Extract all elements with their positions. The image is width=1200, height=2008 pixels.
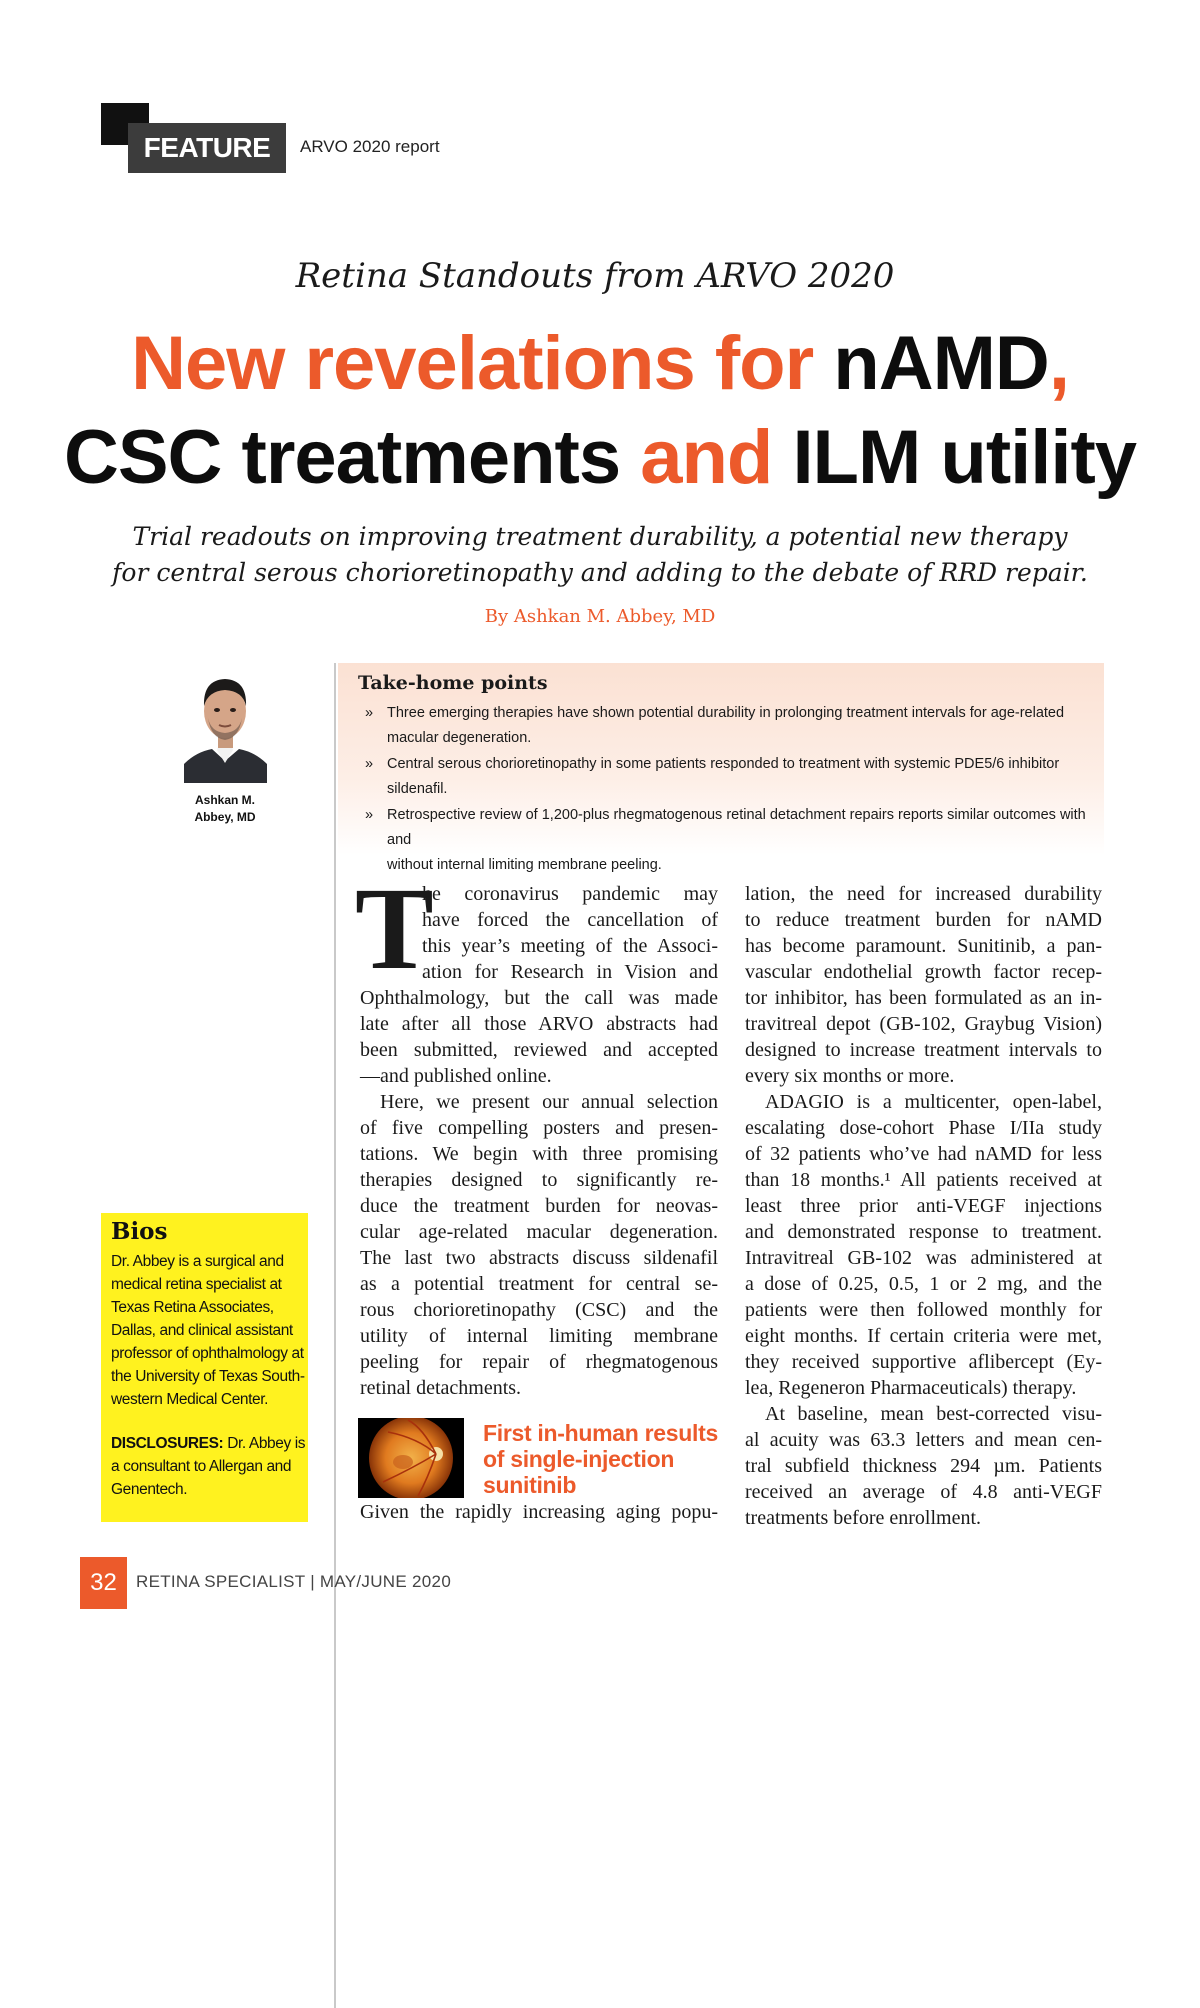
retina-fundus-icon bbox=[358, 1418, 464, 1498]
bios-line: western Medical Center. bbox=[111, 1391, 269, 1408]
body-line: has become paramount. Sunitinib, a pan- bbox=[745, 935, 1102, 957]
take-home-text: Three emerging therapies have shown potential durability in prolonging treatment intervals for age-related bbox=[387, 705, 1065, 721]
body-line: have forced the cancellation of bbox=[422, 909, 718, 931]
bullet-icon: » bbox=[365, 807, 374, 823]
body-line: travitreal depot (GB-102, Graybug Vision) bbox=[745, 1013, 1102, 1035]
section-subtitle: ARVO 2020 report bbox=[300, 137, 440, 156]
take-home-text: macular degeneration. bbox=[387, 730, 532, 746]
author-portrait-icon bbox=[184, 666, 267, 783]
headline-part: CSC treatments bbox=[63, 415, 641, 500]
bios-line: the University of Texas South- bbox=[111, 1368, 305, 1385]
page-number-label: 32 bbox=[90, 1569, 117, 1596]
author-caption-line: Ashkan M. bbox=[194, 793, 255, 807]
body-line: Given the rapidly increasing aging popu- bbox=[360, 1501, 718, 1523]
body-line: of 32 patients who’ve had nAMD for less bbox=[745, 1143, 1102, 1165]
bios-line: professor of ophthalmology at bbox=[111, 1345, 304, 1362]
body-line: than 18 months.¹ All patients received at bbox=[745, 1169, 1102, 1191]
body-line: duce the treatment burden for neovas- bbox=[360, 1195, 718, 1217]
article-deck bbox=[0, 519, 1200, 591]
body-column-right bbox=[745, 881, 1102, 1531]
section-subhead bbox=[483, 1420, 723, 1498]
headline-line-2 bbox=[0, 415, 1200, 500]
byline: By Ashkan M. Abbey, MD bbox=[484, 606, 716, 627]
take-home-title: Take-home points bbox=[358, 672, 548, 694]
body-line: cular age-related macular degeneration. bbox=[360, 1221, 718, 1243]
body-line: eight months. If certain criteria were met, bbox=[745, 1325, 1102, 1347]
section-tag bbox=[128, 123, 286, 173]
take-home-text: without internal limiting membrane peeling. bbox=[387, 857, 662, 873]
body-line: tations. We begin with three promising bbox=[360, 1143, 718, 1165]
body-line: al acuity was 63.3 letters and mean cen- bbox=[745, 1429, 1102, 1451]
bullet-icon: » bbox=[365, 705, 374, 721]
headline-part: and bbox=[640, 415, 773, 500]
section-tag-label: FEATURE bbox=[143, 132, 271, 163]
bios-title: Bios bbox=[111, 1218, 168, 1245]
body-line: utility of internal limiting membrane bbox=[360, 1325, 718, 1347]
deck-line: Trial readouts on improving treatment durability, a potential new therapy bbox=[132, 522, 1068, 551]
deck-line: for central serous chorioretinopathy and adding to the debate of RRD repair. bbox=[112, 558, 1088, 587]
headline-part: New revelations for bbox=[131, 321, 834, 406]
body-line: therapies designed to significantly re- bbox=[360, 1169, 718, 1191]
take-home-text: Retrospective review of 1,200-plus rhegmatogenous retinal detachment repairs reports similar outcomes with and bbox=[387, 807, 1086, 848]
page-number bbox=[80, 1557, 127, 1609]
article-kicker: Retina Standouts from ARVO 2020 bbox=[295, 256, 895, 296]
body-line: designed to increase treatment intervals to bbox=[745, 1039, 1102, 1061]
take-home-point bbox=[365, 701, 1090, 751]
take-home-point bbox=[365, 752, 1090, 802]
subhead-line: First in-human results bbox=[483, 1420, 718, 1446]
body-line: —and published online. bbox=[360, 1065, 552, 1087]
body-line: lea, Regeneron Pharmaceuticals) therapy. bbox=[745, 1377, 1077, 1399]
disclosures-label: DISCLOSURES: bbox=[111, 1435, 224, 1452]
disclosures-line: a consultant to Allergan and bbox=[111, 1458, 292, 1475]
body-line: been submitted, reviewed and accepted bbox=[360, 1039, 718, 1061]
column-divider bbox=[334, 663, 336, 2008]
body-line: to reduce treatment burden for nAMD bbox=[745, 909, 1102, 931]
take-home-point bbox=[365, 803, 1090, 878]
drop-cap: T bbox=[355, 863, 434, 994]
disclosures-line: Genentech. bbox=[111, 1481, 188, 1498]
disclosures bbox=[111, 1432, 306, 1501]
bios-line: Texas Retina Associates, bbox=[111, 1299, 274, 1316]
footer-publication: RETINA SPECIALIST | MAY/JUNE 2020 bbox=[136, 1572, 452, 1591]
author-caption-line: Abbey, MD bbox=[194, 810, 256, 824]
fundus-image bbox=[358, 1418, 464, 1498]
body-line: At baseline, mean best-corrected visu- bbox=[765, 1403, 1102, 1425]
headline-part: ILM utility bbox=[772, 415, 1137, 500]
body-line: lation, the need for increased durability bbox=[745, 883, 1102, 905]
body-line: retinal detachments. bbox=[360, 1377, 522, 1399]
body-line: The last two abstracts discuss sildenafil bbox=[360, 1247, 718, 1269]
body-line: every six months or more. bbox=[745, 1065, 955, 1087]
body-line: Intravitreal GB-102 was administered at bbox=[745, 1247, 1102, 1269]
body-line: a dose of 0.25, 0.5, 1 or 2 mg, and the bbox=[745, 1273, 1102, 1295]
body-line: ation for Research in Vision and bbox=[422, 961, 718, 983]
body-line: this year’s meeting of the Associ- bbox=[422, 935, 718, 957]
body-line: Here, we present our annual selection bbox=[380, 1091, 718, 1113]
body-column-left-end bbox=[360, 1499, 718, 1525]
headline-line-1 bbox=[0, 321, 1200, 406]
bios-line: medical retina specialist at bbox=[111, 1276, 282, 1293]
body-line: received an average of 4.8 anti-VEGF bbox=[745, 1481, 1102, 1503]
body-line: rous chorioretinopathy (CSC) and the bbox=[360, 1299, 718, 1321]
author-caption bbox=[160, 792, 290, 826]
body-line: they received supportive aflibercept (Ey- bbox=[745, 1351, 1102, 1373]
subhead-line: sunitinib bbox=[483, 1472, 577, 1498]
body-line: treatments before enrollment. bbox=[745, 1507, 982, 1529]
body-column-left bbox=[360, 881, 718, 1401]
body-line: he coronavirus pandemic may bbox=[422, 883, 718, 905]
subhead-line: of single-injection bbox=[483, 1446, 675, 1472]
author-photo bbox=[184, 666, 267, 783]
body-line: least three prior anti-VEGF injections bbox=[745, 1195, 1102, 1217]
take-home-text: Central serous chorioretinopathy in some patients responded to treatment with systemic PDE5/6 inhibitor bbox=[387, 756, 1060, 772]
headline-part: , bbox=[1048, 321, 1069, 406]
body-line: as a potential treatment for central se- bbox=[360, 1273, 718, 1295]
disclosures-line: Dr. Abbey is bbox=[223, 1435, 306, 1452]
bios-text bbox=[111, 1250, 306, 1411]
body-line: and demonstrated response to treatment. bbox=[745, 1221, 1102, 1243]
body-line: of five compelling posters and presen- bbox=[360, 1117, 718, 1139]
body-line: tor inhibitor, has been formulated as an in- bbox=[745, 987, 1102, 1009]
body-line: patients were then followed monthly for bbox=[745, 1299, 1102, 1321]
body-line: Ophthalmology, but the call was made bbox=[360, 987, 718, 1009]
take-home-text: sildenafil. bbox=[387, 781, 448, 797]
body-line: peeling for repair of rhegmatogenous bbox=[360, 1351, 718, 1373]
body-line: escalating dose-cohort Phase I/IIa study bbox=[745, 1117, 1102, 1139]
headline-part: nAMD bbox=[833, 321, 1049, 406]
body-line: ADAGIO is a multicenter, open-label, bbox=[765, 1091, 1102, 1113]
bios-line: Dr. Abbey is a surgical and bbox=[111, 1253, 284, 1270]
body-line: vascular endothelial growth factor recep- bbox=[745, 961, 1102, 983]
bios-line: Dallas, and clinical assistant bbox=[111, 1322, 293, 1339]
body-line: late after all those ARVO abstracts had bbox=[360, 1013, 718, 1035]
body-line: tral subfield thickness 294 µm. Patients bbox=[745, 1455, 1102, 1477]
bullet-icon: » bbox=[365, 756, 374, 772]
